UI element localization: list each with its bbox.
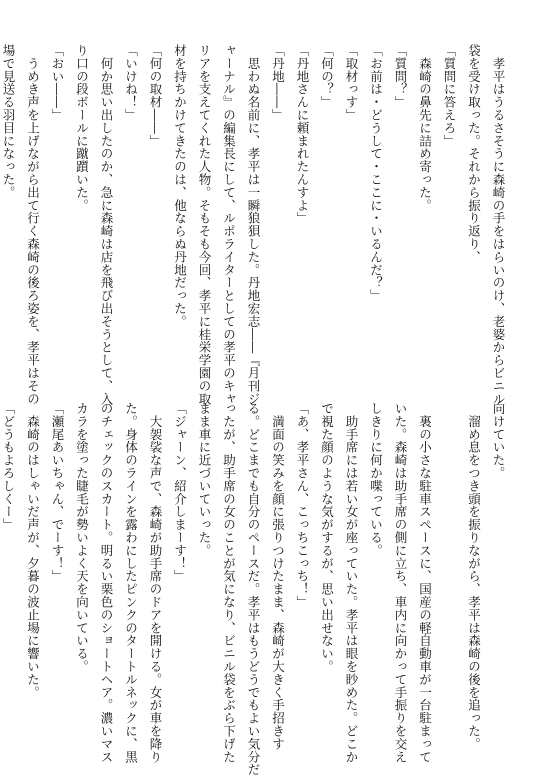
text-line: 「質問に答えろ」	[442, 44, 457, 148]
text-line: る。どこまでも自分のペースだ。孝平はもうどうでもよい気分だ	[246, 402, 261, 776]
text-line: 裏の小さな駐車スペースに、国産の軽自動車が一台駐まって	[417, 402, 433, 764]
text-line: カラを塗った睫毛が勢いよく天を向いている。	[74, 402, 90, 673]
text-line: 大袈裟な声で、森崎が助手席のドアを開ける。女が車を降り	[148, 402, 163, 764]
text-line: ったが、助手席の女のことが気になり、ビニル袋をぶら下げた	[221, 402, 237, 764]
text-line: 「瀬尾あいちゃん、でーす！」	[50, 402, 65, 583]
text-line: まま車に近づいていった。	[197, 402, 212, 557]
text-line: しきりに何か喋っている。	[368, 402, 384, 557]
text-block-lower	[1, 402, 510, 776]
text-line: 思わぬ名前に、孝平は一瞬狼狽した。丹地宏志――『月刊ジ	[246, 44, 261, 406]
text-line: た。身体のラインを露わにしたピンクのタートルネックに、黒	[123, 402, 139, 764]
text-line: で視た顔のような気がするが、思い出せない。	[319, 402, 335, 673]
text-block-upper	[1, 44, 510, 406]
text-line: 「何の？」	[319, 44, 335, 109]
text-line: 「どうもよろしくー」	[1, 402, 16, 531]
text-line: ャーナル』の編集長にして、ルポライターとしての孝平のキャ	[221, 44, 237, 406]
text-line: 満面の笑みを顔に張りつけたまま、森崎が大きく手招きす	[270, 402, 286, 751]
text-line: 「あ、孝平さん、こっちこっち！」	[295, 402, 310, 609]
text-line: 「丹地――」	[270, 44, 286, 122]
text-line: 孝平はうるさそうに森崎の手をはらいのけ、老婆からビニル	[491, 44, 506, 406]
text-line: リアを支えてくれた人物。そもそも今回、孝平に桂栄学園の取	[197, 44, 212, 406]
text-line: 「質問？」	[393, 44, 408, 109]
text-line: 助手席には若い女が座っていた。孝平は眼を眇めた。どこか	[344, 402, 359, 764]
text-line: 「丹地さんに頼まれたんすよ」	[295, 44, 310, 225]
text-line: 「ジャーン、紹介しまーす！」	[172, 402, 188, 583]
text-line: 「取材っす」	[344, 44, 359, 122]
text-line: 何か思い出したのか、急に森崎は店を飛び出そうとして、入	[99, 44, 114, 406]
text-line: 「いけね！」	[123, 44, 139, 122]
text-line: り口の段ボールに蹴躓いた。	[74, 44, 90, 212]
text-line: 「お前は・どうして・ここに・いるんだ？」	[368, 44, 384, 302]
text-line: 向けていた。	[491, 402, 506, 480]
text-line: 「おい――」	[50, 44, 65, 122]
text-line: いた。森崎は助手席の側に立ち、車内に向かって手振りを交え	[393, 402, 408, 764]
text-line: のチェックのスカート。明るい栗色のショートヘア。濃いマス	[99, 402, 114, 764]
text-line: 森崎のはしゃいだ声が、夕暮の波止場に響いた。	[25, 402, 41, 699]
text-line: 材を持ちかけてきたのは、他ならぬ丹地だった。	[172, 44, 188, 328]
text-line: 森崎の鼻先に詰め寄った。	[417, 44, 433, 212]
text-line	[437, 402, 462, 740]
text-line: 「何の取材――」	[148, 44, 163, 148]
text-line: うめき声を上げながら出て行く森崎の後ろ姿を、孝平はその	[25, 44, 41, 406]
text-line: 袋を受け取った。それから振り返り、	[466, 44, 482, 264]
text-line: 場で見送る羽目になった。	[1, 44, 16, 199]
text-line: 溜め息をつき頭を振りながら、孝平は森崎の後を追った。	[466, 402, 482, 751]
